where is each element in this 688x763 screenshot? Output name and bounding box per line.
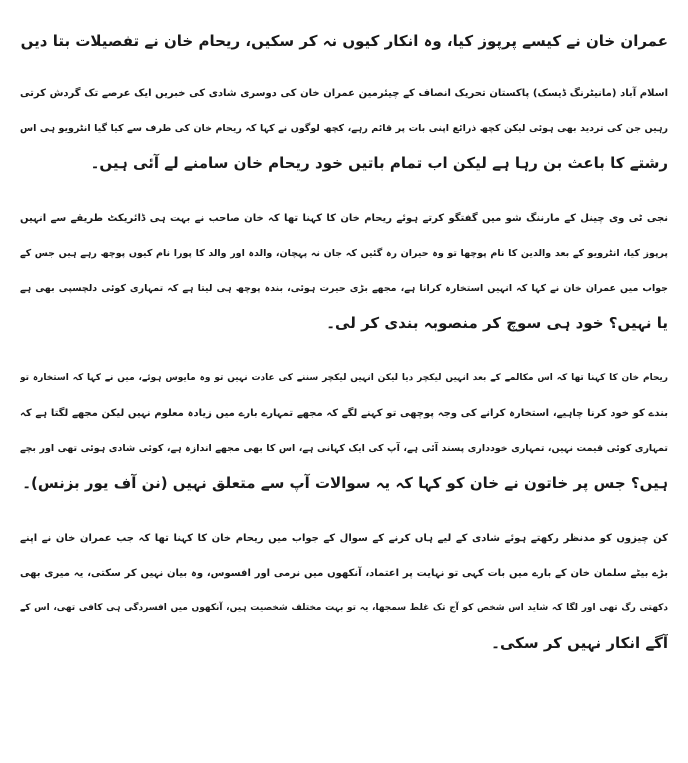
paragraph-line: جواب میں عمران خان نے کہا کہ انہیں استخارہ کرانا ہے، مجھے بڑی حیرت ہوئی، بندہ پوچھ ہی لیتا ہے کہ تمہاری کوئی دلچسپی بھی ہے [20, 283, 668, 294]
paragraph-line: ہیں؟ جس پر خاتون نے خان کو کہا کہ یہ سوالات آپ سے متعلق نہیں (نن آف یور بزنس)۔ [22, 474, 668, 492]
paragraph-line: دکھتی رگ تھی اور لگا کہ شاید اس شخص کو آج تک غلط سمجھا، یہ تو بہت مختلف شخصیت ہیں، آنکھوں میں افسردگی ہی کافی تھی، اس کے [20, 603, 668, 613]
paragraph-line: رہیں جن کی تردید بھی ہوئی لیکن کچھ ذرائع اپنی بات پر قائم رہے، کچھ لوگوں نے کہا کہ ریحام خان کی طرف سے کیا گیا انٹرویو ہی اس [20, 123, 668, 134]
paragraph-4 [20, 521, 668, 661]
paragraph-line: رشتے کا باعث بن رہا ہے لیکن اب تمام باتیں خود ریحام خان سامنے لے آئی ہیں۔ [90, 154, 668, 172]
paragraph-line: بڑے بیٹے سلمان خان کے بارے میں بات کہی تو نہایت پر اعتماد، آنکھوں میں نرمی اور افسوس، وہ بیان نہیں کر سکتی، یہ میری بھی [20, 568, 668, 579]
article-headline: عمران خان نے کیسے پرپوز کیا، وہ انکار کیوں نہ کر سکیں، ریحام خان نے تفصیلات بتا دیں [20, 32, 668, 50]
paragraph-2 [20, 201, 668, 341]
paragraph-line: یا نہیں؟ خود ہی سوچ کر منصوبہ بندی کر لی۔ [326, 314, 668, 332]
paragraph-line: پرپوز کیا، انٹرویو کے بعد والدین کا نام پوچھا تو وہ حیران رہ گئیں کہ جان نہ پہچان، والدہ اور والد کا پورا نام کیوں پوچھ رہے ہیں جس کے [20, 248, 668, 259]
paragraph-line: آگے انکار نہیں کر سکی۔ [491, 634, 668, 652]
paragraph-1 [20, 76, 668, 181]
paragraph-line: نجی ٹی وی چینل کے مارننگ شو میں گفتگو کرتے ہوئے ریحام خان کا کہنا تھا کہ خان صاحب نے بہت ہی ڈائریکٹ طریقے سے انہیں [20, 213, 668, 224]
paragraph-line: اسلام آباد (مانیٹرنگ ڈیسک) پاکستان تحریک انصاف کے چیئرمین عمران خان کی دوسری شادی کی خبریں ایک عرصے تک گردش کرتی [20, 88, 668, 99]
paragraph-3 [20, 361, 668, 501]
paragraph-line: ریحام خان کا کہنا تھا کہ اس مکالمے کے بعد انہیں لیکچر دیا لیکن انہیں لیکچر سننے کی عادت نہیں تو وہ مایوس ہوئے، میں نے کہا کہ استخارہ تو [20, 373, 668, 383]
paragraph-line: بندے کو خود کرنا چاہیے، استخارہ کرانے کی وجہ پوچھی تو کہنے لگے کہ مجھے تمہارے بارے میں زیادہ معلوم نہیں لیکن مجھے لگتا ہے کہ [20, 408, 668, 419]
paragraph-line: کن چیزوں کو مدنظر رکھتے ہوئے شادی کے لیے ہاں کرنے کے سوال کے جواب میں ریحام خان کا کہنا تھا کہ جب عمران خان نے اپنے [20, 533, 668, 544]
news-article [20, 28, 668, 681]
paragraph-line: تمہاری کوئی قیمت نہیں، تمہاری خودداری پسند آئی ہے، آپ کی ایک کہانی ہے، اس کا بھی مجھے اندازہ ہے، کوئی شادی ہوئی تھی اور بچے [20, 443, 668, 454]
